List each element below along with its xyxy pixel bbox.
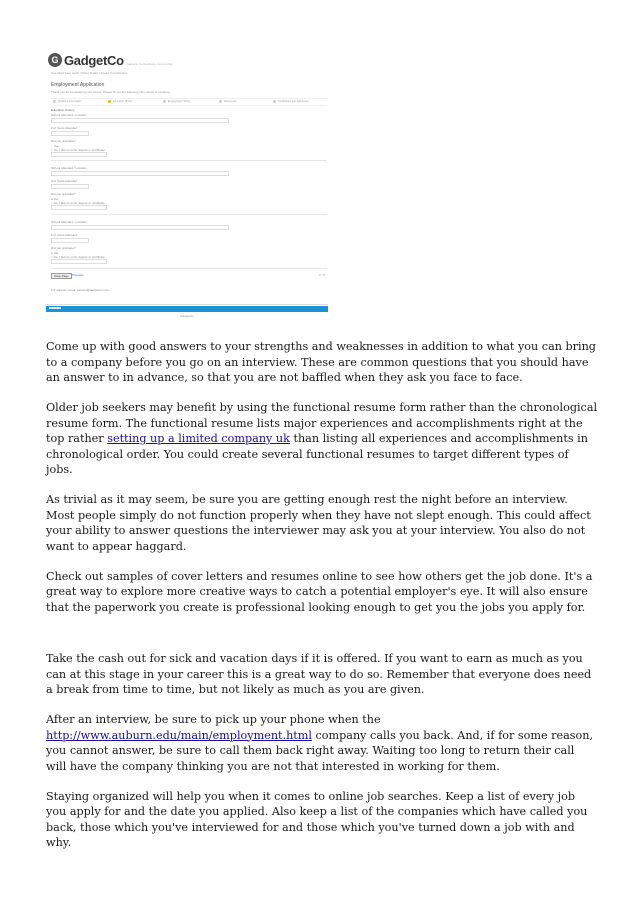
auburn-employment-link[interactable]: http://www.auburn.edu/main/employment.html [46,728,312,742]
footer-divider [46,304,328,305]
step-education[interactable]: Education History [108,100,133,103]
years-input-1[interactable] [51,131,89,136]
divider [51,214,327,215]
application-subtitle: Thank you for considering your career. Please fill out the following information to continue. [51,90,171,94]
intro-line: Get Hired Fast, Apply Online Today. Upload Your Resume. [51,71,129,75]
years-input-3[interactable] [51,238,89,243]
graduate-label: Did you graduate? [51,192,76,196]
school-input-1[interactable] [51,118,229,123]
years-input-2[interactable] [51,184,89,189]
radio-yes-2[interactable]: ● Yes [51,197,59,201]
radio-no-2[interactable]: ○ No, I plan to enter degree or certificate [51,201,105,205]
school-input-3[interactable] [51,225,229,230]
page-indicator: 2 / 5 [319,273,325,277]
step-references[interactable]: References [219,100,237,103]
years-label: # of Years Attended [51,233,78,237]
section-label: Education History [51,108,75,112]
school-input-2[interactable] [51,171,229,176]
graduate-label: Did you graduate? [51,139,76,143]
paragraph-1: Come up with good answers to your strengths and weaknesses in addition to what you can bring to a company before you go on an interview. These are common questions that you should have an answer to in advance, so that you are not baffled when they ask you face to face. [46,340,596,384]
logo-text: GadgetCo [64,52,124,68]
step-progress [51,98,327,106]
radio-no-1[interactable]: ○ No, I plan to enter degree or certificate [51,148,105,152]
step-certification[interactable]: Certification and Agreement [273,100,309,103]
footer-bar [46,306,328,312]
support-text: For support, email: careers@gadgetco.com [51,288,109,292]
years-label: # of Years Attended [51,179,78,183]
previous-link[interactable]: Previous [72,273,84,277]
article-body [46,339,598,865]
footer-text: GadgetCo [180,314,194,318]
paragraph-5: Take the cash out for sick and vacation days if it is offered. If you want to earn as much as you can at this stage in your career this is a great way to do so. Remember that everyone does need a break from time to time, but not likely as much as you are given. [46,652,592,696]
radio-yes-1[interactable]: ○ Yes [51,144,59,148]
limited-company-link[interactable]: setting up a limited company uk [107,432,290,445]
logo-tagline: Careers. Connections. Community. [126,61,174,66]
school-label: School Attended / Location [51,113,87,117]
years-label: # of Years Attended [51,126,78,130]
save-page-button[interactable]: Save Page [51,273,72,279]
divider [51,160,327,161]
paragraph-3: As trivial as it may seem, be sure you are getting enough rest the night before an interview. Most people simply do not function properly when they have not slept enough. This could affect your ability to answer questions the interviewer may ask you at your interview. You also do not want to appear haggard. [46,493,591,553]
graduate-label: Did you graduate? [51,246,76,250]
logo-g-icon: G [48,53,62,67]
paragraph-4: Check out samples of cover letters and resumes online to see how others get the job done. It's a great way to explore more creative ways to catch a potential employer's eye. It will also ensure that the paperwork you create is professional looking enough to get you the jobs you apply for. [46,569,593,614]
school-label: School Attended / Location [51,166,87,170]
radio-yes-3[interactable]: ● Yes [51,251,59,255]
school-label: School Attended / Location [51,220,87,224]
step-employment[interactable]: Employment History [163,100,190,103]
application-form-screenshot [46,48,328,320]
application-title: Employment Application [51,82,105,88]
degree-input-3[interactable] [51,259,107,264]
paragraph-7: Staying organized will help you when it comes to online job searches. Keep a list of every job you apply for and the date you applied. Also keep a list of the companies which have called you back, those which you've interviewed for and those which you've turned down a job with and why. [46,789,588,849]
radio-no-3[interactable]: ○ No, I plan to enter degree or certificate [51,255,105,259]
gadgetco-logo [48,52,173,68]
divider [51,268,327,269]
step-applicant[interactable]: Applicant Information [53,100,82,103]
degree-input-2[interactable] [51,205,107,210]
degree-input-1[interactable] [51,152,107,157]
paragraph-6: After an interview, be sure to pick up your phone when the http://www.auburn.edu/main/employment.html company calls you back. And, if for some reason, you cannot answer, be sure to call them back right away. Waiting too long to return their call will have the company thinking you are not that interested in working for them. [46,713,593,773]
paragraph-2: Older job seekers may benefit by using the functional resume form rather than the chronological resume form. The functional resume lists major experiences and accomplishments right at the top rather setting up a limited company uk than listing all experiences and accomplishments in chronological order. You could create several functional resumes to target different types of jobs. [46,401,598,476]
